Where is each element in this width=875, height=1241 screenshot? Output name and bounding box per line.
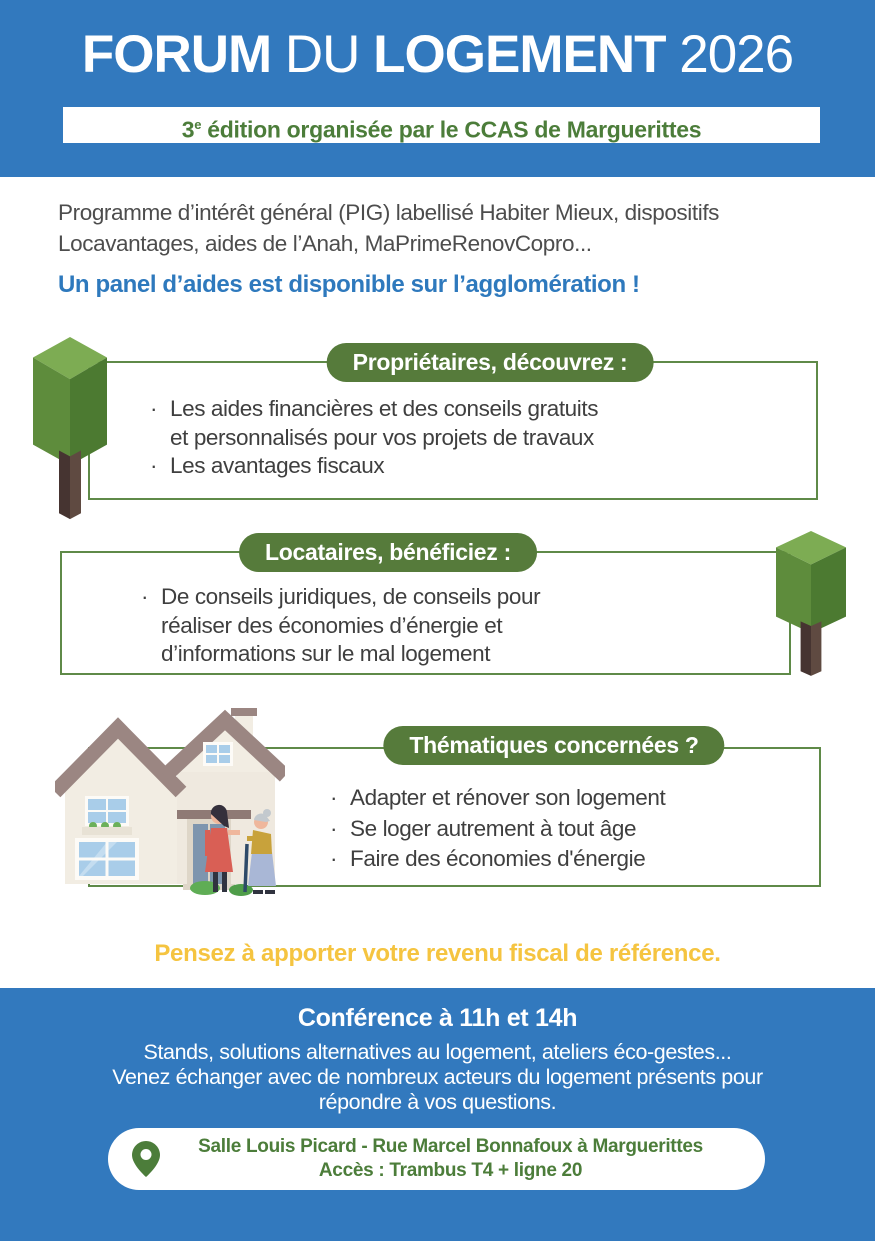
title-word-logement: LOGEMENT: [373, 25, 666, 84]
list-item: [141, 583, 540, 612]
title-word-year: 2026: [665, 25, 794, 84]
header-band: [0, 0, 875, 177]
list-item: [141, 612, 540, 641]
bullet-dot: ·: [150, 453, 158, 478]
list-item: [150, 395, 598, 424]
conference-line-2: Venez échanger avec de nombreux acteurs du logement présents pour: [112, 1065, 763, 1089]
owners-bullet-list: [150, 395, 598, 481]
reminder-text: Pensez à apporter votre revenu fiscal de référence.: [154, 940, 721, 967]
owners-bullet-1-line-1: Les aides financières et des conseils gratuits: [170, 396, 599, 421]
intro-highlight: Un panel d’aides est disponible sur l’agglomération !: [58, 271, 640, 298]
intro-line-2: Locavantages, aides de l’Anah, MaPrimeRenovCopro...: [58, 231, 592, 256]
themes-bullet-3: Faire des économies d'énergie: [350, 846, 646, 871]
footer-band: [0, 988, 875, 1241]
list-item: [141, 640, 540, 669]
edition-sup: e: [194, 117, 202, 132]
conference-line-3: répondre à vos questions.: [318, 1090, 557, 1114]
location-line-2: Accès : Trambus T4 + ligne 20: [318, 1160, 583, 1181]
list-item: [150, 424, 598, 453]
owners-bullet-2: Les avantages fiscaux: [170, 453, 385, 478]
tenants-bullet-1-line-2: réaliser des économies d’énergie et: [161, 612, 503, 638]
themes-bullet-1: Adapter et rénover son logement: [350, 785, 666, 810]
tenants-bullet-1-line-1: De conseils juridiques, de conseils pour: [161, 584, 541, 609]
map-pin-icon: [132, 1141, 160, 1177]
bullet-dot: ·: [150, 396, 158, 421]
owners-bullet-1-line-2: et personnalisés pour vos projets de travaux: [170, 424, 594, 450]
themes-section-title: Thématiques concernées ?: [383, 726, 724, 765]
title-word-du: DU: [271, 25, 374, 84]
list-item: [330, 844, 665, 875]
conference-description: [0, 1040, 875, 1115]
intro-paragraph: [58, 197, 719, 259]
themes-bullet-list: [330, 783, 665, 875]
list-item: [330, 783, 665, 814]
themes-bullet-2: Se loger autrement à tout âge: [350, 815, 637, 841]
tenants-bullet-list: [141, 583, 540, 669]
bullet-dot: ·: [141, 584, 149, 609]
edition-text: édition organisée par le CCAS de Marguerittes: [201, 116, 702, 143]
location-pill: [108, 1128, 765, 1190]
tenants-bullet-1-line-3: d’informations sur le mal logement: [161, 641, 491, 666]
tenants-section-title: Locataires, bénéficiez :: [239, 533, 537, 572]
list-item: [330, 814, 665, 845]
intro-line-1: Programme d’intérêt général (PIG) labellisé Habiter Mieux, dispositifs: [58, 200, 720, 225]
list-item: [150, 452, 598, 481]
tree-illustration-right: [776, 531, 846, 684]
bullet-dot: ·: [330, 846, 338, 871]
title-word-forum: FORUM: [81, 25, 272, 84]
page-title: [0, 24, 875, 85]
tree-illustration-left: [33, 337, 107, 528]
location-text: [108, 1135, 765, 1183]
conference-title: Conférence à 11h et 14h: [297, 1004, 578, 1032]
house-illustration: [55, 706, 285, 901]
location-line-1: Salle Louis Picard - Rue Marcel Bonnafoux à Marguerittes: [198, 1136, 703, 1157]
edition-banner: [63, 107, 820, 143]
edition-number: 3: [181, 116, 195, 143]
owners-section-title: Propriétaires, découvrez :: [327, 343, 654, 382]
bullet-dot: ·: [330, 785, 338, 810]
bullet-dot: ·: [330, 815, 338, 841]
conference-line-1: Stands, solutions alternatives au logement, ateliers éco-gestes...: [143, 1040, 732, 1064]
